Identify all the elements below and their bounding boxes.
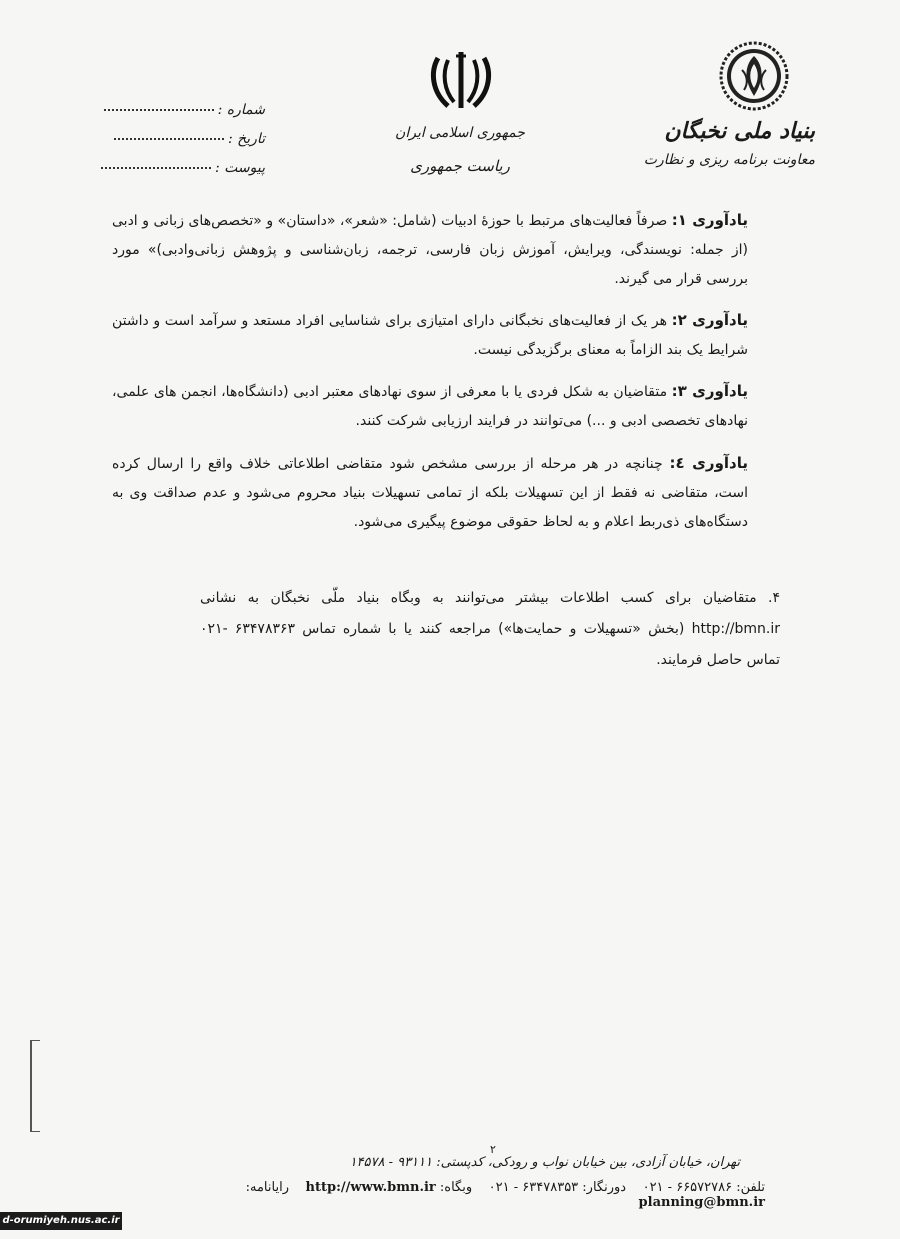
item-text: متقاضیان برای کسب اطلاعات بیشتر می‌توانند به وبگاه بنیاد ملّی نخبگان به نشانی http://bmn.ir (بخش «تسهیلات و حمایت‌ها») مراجعه کنند یا با شماره تماس ۶۳۴۷۸۳۶۳ -۰۲۱ تماس حاصل فرمایند.: [200, 590, 780, 668]
note-text: چنانچه در هر مرحله از بررسی مشخص شود متقاضی اطلاعاتی خلاف واقع را ارسال کرده است، متقاضی نه فقط از این تسهیلات بلکه از تمامی تسهیلات بنیاد محروم می‌شود و عدم صداقت وی به دستگاه‌های ذی‌ربط اعلام و به لحاظ حقوقی موضوع پیگیری می‌شود.: [112, 456, 748, 530]
meta-number: شماره :: [100, 102, 265, 118]
scan-bracket-mark: [30, 1040, 40, 1132]
item-number: ۴.: [768, 590, 781, 606]
note-2: [112, 306, 748, 365]
presidency-name: ریاست جمهوری: [410, 157, 510, 175]
page-number: ۲: [490, 1143, 496, 1156]
watermark-badge: d-orumiyeh.nus.ac.ir: [0, 1212, 122, 1230]
footer-website-link[interactable]: http://www.bmn.ir: [305, 1180, 436, 1195]
footer-phone: ۶۶۵۷۲۷۸۶ - ۰۲۱: [642, 1180, 733, 1195]
note-tag: یادآوری ۳:: [671, 382, 748, 400]
foundation-logo-icon: [718, 40, 790, 112]
org-name: بنیاد ملی نخبگان: [664, 118, 815, 144]
note-4: [112, 449, 748, 537]
footer-address: تهران، خیابان آزادی، بین خیابان نواب و رودکی، کدپستی: ۹۳۱۱۱ - ۱۴۵۷۸: [349, 1155, 740, 1170]
iran-emblem-icon: [428, 50, 494, 112]
note-text: متقاضیان به شکل فردی یا با معرفی از سوی نهادهای معتبر ادبی (دانشگاه‌ها، انجمن های علمی، نهادهای تخصصی ادبی و ...) می‌توانند در فرایند ارزیابی شرکت کنند.: [112, 384, 748, 429]
footer-contacts: تلفن: ۶۶۵۷۲۷۸۶ - ۰۲۱ دورنگار: ۶۳۴۷۸۳۵۳ - ۰۲۱ وبگاه: http://www.bmn.ir رایانامه: planning@bmn.ir: [245, 1180, 765, 1210]
number-field: [104, 109, 214, 111]
note-1: [112, 206, 748, 294]
org-subtitle: معاونت برنامه ریزی و نظارت: [643, 152, 815, 168]
date-field: [114, 138, 224, 140]
meta-date: تاریخ :: [100, 131, 265, 147]
item-4: [200, 583, 780, 676]
note-tag: یادآوری ٤:: [669, 454, 748, 472]
footer-fax: ۶۳۴۷۸۳۵۳ - ۰۲۱: [488, 1180, 579, 1195]
attachment-field: [101, 167, 211, 169]
country-name: جمهوری اسلامی ایران: [395, 125, 525, 141]
note-text: هر یک از فعالیت‌های نخبگانی دارای امتیازی برای شناسایی افراد مستعد و سرآمد است و داشتن شرایط یک بند الزاماً به معنای برگزیدگی نیست.: [112, 313, 748, 358]
meta-attachment: پیوست :: [100, 160, 265, 176]
note-tag: یادآوری ۲:: [671, 311, 748, 329]
note-tag: یادآوری ۱:: [671, 211, 748, 229]
note-3: [112, 377, 748, 436]
footer-email-link[interactable]: planning@bmn.ir: [638, 1195, 765, 1210]
note-text: صرفاً فعالیت‌های مرتبط با حوزۀ ادبیات (شامل: «شعر»، «داستان» و «تخصص‌های زبانی و ادبی (از جمله: نویسندگی، ویرایش، آموزش زبان فارسی، ترجمه، زبان‌شناسی و پژوهش زبانی‌وادبی)» مورد بررسی قرار می گیرند.: [112, 213, 748, 287]
